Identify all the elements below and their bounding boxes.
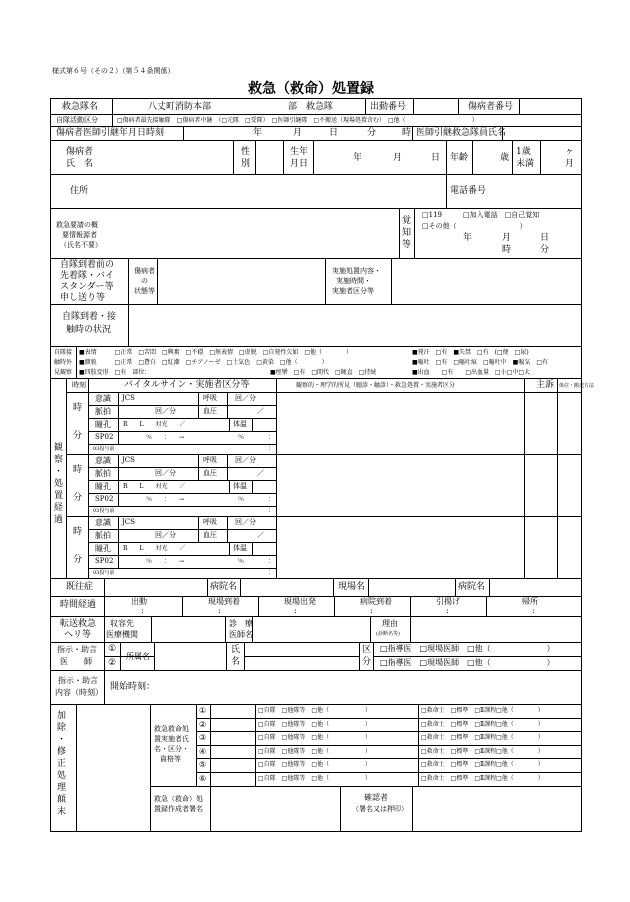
past-history-label: 既往症 [66, 582, 94, 592]
transfer-heli-label: 転送救急 [60, 619, 97, 629]
physician-label-2: 医師名 [229, 630, 253, 639]
handover-day: 日 [329, 128, 339, 138]
spo2-unit: ％ [238, 558, 245, 565]
correction-row-number: ① [199, 706, 207, 715]
vitals-side-char: 察 [54, 455, 64, 465]
advisor-doctor-label-2: 医 師 [60, 657, 92, 666]
vitals-hour-label: 時 [73, 403, 83, 413]
temperature-label: 体温 [233, 420, 247, 428]
advisor-one-marker: ① [108, 644, 117, 654]
form-line [252, 542, 253, 555]
handover-datetime-label: 傷病者医師引継年月日時刻 [56, 128, 165, 138]
timeline-item-label: 現場出発 [284, 597, 316, 606]
timeline-item-separator: : [446, 606, 449, 615]
handover-minute: 分 [367, 128, 377, 138]
o2-label: 03投与前 [93, 508, 115, 514]
external-obs-label-2: 触時外 [54, 359, 73, 366]
respiration-unit: 回／分 [235, 394, 256, 402]
vitals-minute-label: 分 [73, 493, 83, 503]
sex-label-2: 別 [241, 159, 251, 169]
temperature-label: 体温 [233, 544, 247, 552]
activity-category-label: 自隊活動区分 [56, 116, 98, 124]
advisor-category-options-2: □指導医 □現場医師 □他（ ） [380, 658, 555, 667]
correction-row-number: ② [199, 720, 207, 729]
correction-row-team: □自隊 □他隊等 □他（ ） [258, 775, 372, 782]
form-line [196, 772, 582, 773]
vitals-side-char: 観 [54, 443, 64, 453]
respiration-label: 呼吸 [203, 518, 217, 526]
handover-hour: 時 [402, 128, 412, 138]
prior-team-label: 自隊到着前の [60, 260, 115, 270]
spo2-unit: ％ [238, 496, 245, 503]
form-line [227, 516, 228, 542]
record-author-label-2: 置録作成者署名 [154, 805, 203, 813]
consciousness-label: 意識 [95, 518, 111, 527]
correction-side-char: 加 [57, 711, 67, 721]
jcs-label: JCS [122, 394, 135, 402]
obs-sweat-line: ■発汗 □有 ■失禁 □有 (□便 □尿) [412, 349, 529, 356]
pulse-label: 脈拍 [95, 407, 111, 416]
external-obs-label: 自隊接 [54, 349, 73, 356]
months-label: ヶ [565, 147, 575, 157]
advisor-category-label-2: 分 [362, 657, 372, 667]
form-line [88, 480, 276, 481]
vitals-minute-label: 分 [73, 555, 83, 565]
patient-name-label-2: 氏 名 [66, 159, 94, 169]
position-transport-header: 体位・搬送方法 [559, 383, 595, 389]
prior-team-label-4: 申し送り等 [60, 293, 106, 303]
kakuchi-label: 覚 [402, 216, 412, 226]
advisor-two-marker: ② [108, 658, 117, 668]
form-line [88, 506, 276, 507]
correction-row-team: □自隊 □他隊等 □他（ ） [258, 734, 372, 741]
vitals-side-char: ・ [54, 467, 64, 477]
correction-side-char: 顛 [57, 795, 67, 805]
blood-pressure-label: 血圧 [203, 531, 217, 539]
obs-complexion-line: ■顔貌 □正常 □蒼白 □紅潮 □チアノーゼ □土気色 □黄染 □他（ ） [79, 359, 328, 366]
blood-pressure-label: 血圧 [203, 407, 217, 415]
patient-state-label-3: 状態等 [134, 287, 155, 295]
chief-complaint-header: 主訴 [536, 380, 555, 390]
vitals-side-char: 経 [54, 503, 64, 513]
arrival-status-label-2: 触時の状況 [66, 325, 112, 335]
advisor-category-label: 区 [362, 645, 372, 655]
prior-team-label-2: 先着隊・バイ [60, 271, 115, 281]
o2-label: 03投与前 [93, 446, 115, 452]
timeline-item-label: 現場到着 [208, 597, 240, 606]
vitals-side-char: 過 [54, 515, 64, 525]
spo2-label: SP02 [95, 495, 114, 503]
form-line [66, 454, 582, 455]
scene-name-label: 現場名 [338, 582, 366, 592]
advice-content-label-2: 内容（時刻） [55, 688, 103, 697]
timeline-label: 時間経過 [60, 600, 97, 610]
correction-side-char: 除 [57, 723, 67, 733]
kakuchi-other: □その他（ ） [422, 222, 527, 230]
blood-pressure-separator: ／ [257, 407, 264, 415]
form-line [88, 444, 276, 445]
spo2-label: SP02 [95, 557, 114, 565]
obs-vomit-line: ■嘔吐 □有 □嘔吐痕 □嘔吐中 ■嘔気 □有 [412, 359, 549, 366]
correction-side-char: ・ [57, 735, 67, 745]
form-line [252, 480, 253, 493]
destination-label: 収容先 [110, 619, 134, 628]
pulse-label: 脈拍 [95, 469, 111, 478]
pupil-values: R L 対光 ／ [123, 545, 186, 552]
o2-separator: ： [268, 445, 275, 452]
obs-expression-line: ■表情 □正常 □苦悶 □興奮 □不穏 □無表情 □虚脱 □自発性欠如 □他（ ） [79, 349, 353, 356]
document-title: 救急（救命）処置録 [248, 81, 374, 97]
respiration-label: 呼吸 [203, 394, 217, 402]
form-line [88, 529, 276, 530]
form-line [88, 405, 276, 406]
confirmer-label-2: （署名又は押印） [352, 805, 408, 813]
start-time-label: 開始時刻： [110, 682, 156, 692]
kakuchi-day: 日 [540, 233, 550, 243]
implemented-care-label-3: 実施者区分等 [332, 287, 374, 295]
respiration-unit: 回／分 [235, 518, 256, 526]
correction-row-qualification: □救命士 □標準 □Ⅱ課程□他（ ） [421, 734, 544, 741]
implemented-care-label: 実施処置内容・ [332, 267, 381, 275]
spo2-values: ％ ： → [146, 496, 185, 503]
record-author-label: 救急（救命）処 [154, 795, 203, 803]
age-unit: 歳 [500, 153, 510, 163]
request-source-label-3: （氏名不要） [60, 241, 102, 249]
correction-row-qualification: □救命士 □標準 □Ⅱ課程□他（ ） [421, 775, 544, 782]
form-line [196, 758, 582, 759]
correction-row-team: □自隊 □他隊等 □他（ ） [258, 707, 372, 714]
hospital-name-label-2: 病院名 [458, 582, 486, 592]
timeline-item-separator: : [370, 606, 373, 615]
form-line [198, 516, 199, 542]
timeline-item-separator: : [294, 606, 297, 615]
obs-limb-line: ■四肢変形 □有 部位： [79, 369, 151, 376]
spo2-separator: ： [268, 434, 275, 441]
spo2-separator: ： [268, 496, 275, 503]
patient-state-label: 傷病者 [134, 267, 155, 275]
kakuchi-options: □119 □加入電話 □自己覚知 [422, 211, 540, 219]
timeline-item-separator: : [141, 606, 144, 615]
vitals-hour-label: 時 [73, 527, 83, 537]
correction-side-char: 修 [57, 747, 67, 757]
o2-separator: ： [268, 569, 275, 576]
form-line [182, 596, 183, 616]
obs-convulsion-line: ■痙攣 □有 □間代 □硬直 □持続 [270, 369, 377, 376]
kyukyutai-label: 救急隊 [306, 102, 334, 112]
form-line [198, 392, 199, 418]
form-number: 様式第６号（その２）（第５４条関係） [52, 67, 175, 75]
request-source-label-2: 要情報源者 [62, 231, 97, 239]
patient-state-label-2: の [141, 277, 148, 285]
pupil-values: R L 対光 ／ [123, 421, 186, 428]
o2-label: 03投与前 [93, 570, 115, 576]
form-line [198, 454, 199, 480]
form-line [88, 555, 276, 556]
destination-label-2: 医療機関 [106, 630, 138, 639]
dob-day: 日 [431, 153, 441, 163]
jcs-label: JCS [122, 518, 135, 526]
correction-row-qualification: □救命士 □標準 □Ⅱ課程□他（ ） [421, 707, 544, 714]
form-line [66, 516, 582, 517]
timeline-item-separator: : [218, 606, 221, 615]
vitals-side-char: 置 [54, 491, 64, 501]
correction-side-char: 処 [57, 771, 67, 781]
form-line [227, 454, 228, 480]
kakuchi-month: 月 [502, 233, 512, 243]
form-line [88, 418, 276, 419]
pulse-label: 脈拍 [95, 531, 111, 540]
correction-side-char: 末 [57, 807, 67, 817]
spo2-values: ％ ： → [146, 558, 185, 565]
correction-row-qualification: □救命士 □標準 □Ⅱ課程□他（ ） [421, 761, 544, 768]
form-line [229, 418, 230, 431]
timeline-item-label: 出動 [131, 597, 147, 606]
correction-side-char: 理 [57, 783, 67, 793]
kakuchi-hour: 時 [502, 245, 512, 255]
pupil-values: R L 対光 ／ [123, 483, 186, 490]
kakuchi-minute: 分 [540, 245, 550, 255]
spo2-separator: ： [268, 558, 275, 565]
address-label: 住所 [70, 186, 89, 196]
form-line [196, 731, 582, 732]
timeline-item-label: 帰所 [522, 597, 538, 606]
correction-row-number: ③ [199, 733, 207, 742]
timeline-item-label: 引揚げ [436, 597, 460, 606]
form-line [258, 596, 259, 616]
advisor-doctor-label: 指示・助言 [57, 645, 97, 654]
kakuchi-label-3: 等 [402, 240, 412, 250]
pulse-unit: 回／分 [155, 469, 176, 477]
correction-row-team: □自隊 □他隊等 □他（ ） [258, 748, 372, 755]
advisor-name-label: 氏 [231, 645, 241, 655]
timeline-item-separator: : [532, 606, 535, 615]
team-name-value: 八丈町消防本部 [148, 102, 212, 112]
transfer-heli-label-2: ヘリ等 [64, 630, 92, 640]
correction-side-char: 正 [57, 759, 67, 769]
handover-month: 月 [293, 128, 303, 138]
under-one-label: 1歳 [516, 147, 531, 157]
form-line [196, 718, 582, 719]
form-line [486, 596, 487, 616]
form-line [118, 516, 119, 568]
arrival-status-label: 自隊到着・接 [62, 312, 117, 322]
time-header: 時刻 [72, 381, 86, 389]
form-line [66, 578, 582, 579]
patient-name-label: 傷病者 [66, 147, 94, 157]
dob-label: 生年 [290, 147, 309, 157]
form-line [227, 392, 228, 418]
dob-month: 月 [393, 153, 403, 163]
form-line [229, 480, 230, 493]
affiliation-label: 所属名 [126, 652, 150, 661]
jcs-label: JCS [122, 456, 135, 464]
prior-team-label-3: スタンダー等 [60, 282, 114, 292]
respiration-unit: 回／分 [235, 456, 256, 464]
hospital-name-label: 病院名 [210, 582, 238, 592]
correction-row-number: ④ [199, 747, 207, 756]
reason-label-2: (診断名等) [376, 631, 400, 637]
confirmer-label: 確認者 [364, 793, 388, 802]
form-line [88, 493, 276, 494]
consciousness-label: 意識 [95, 456, 111, 465]
form-line [196, 745, 582, 746]
consciousness-label: 意識 [95, 394, 111, 403]
form-line [410, 596, 411, 616]
emt-label-2: 置実施者氏 [154, 735, 189, 743]
emt-label: 救急救命処 [154, 725, 189, 733]
form-line [88, 542, 276, 543]
spo2-unit: ％ [238, 434, 245, 441]
emt-label-4: 資格等 [160, 755, 181, 763]
correction-row-number: ⑤ [199, 760, 207, 769]
under-one-label-2: 未満 [516, 159, 535, 169]
correction-row-team: □自隊 □他隊等 □他（ ） [258, 761, 372, 768]
phone-label: 電話番号 [450, 186, 487, 196]
kakuchi-label-2: 知 [402, 228, 412, 238]
o2-separator: ： [268, 507, 275, 514]
team-name-label: 救急隊名 [62, 102, 99, 112]
vitals-minute-label: 分 [73, 431, 83, 441]
vital-signs-header: バイタルサイン・実施者区分等 [124, 380, 250, 390]
handover-paramedic-label: 医師引継救急隊員氏名 [416, 128, 507, 138]
activity-category-options: □傷病者最先接触隊 □傷病者中継 （□元隊 □受隊） □医師引継隊 □不搬送（現場処置含む） □他（ ） [117, 117, 478, 124]
form-line [252, 418, 253, 431]
dob-year: 年 [353, 153, 363, 163]
correction-row-number: ⑥ [199, 774, 207, 783]
form-line [118, 454, 119, 506]
blood-pressure-label: 血圧 [203, 469, 217, 477]
vitals-hour-label: 時 [73, 465, 83, 475]
spo2-values: ％ ： → [146, 434, 185, 441]
form-line [88, 467, 276, 468]
timeline-item-label: 病院到着 [360, 597, 392, 606]
handover-year: 年 [253, 128, 263, 138]
request-source-label: 救急要請の概 [56, 221, 98, 229]
obs-bleeding-line: ■出血 □有 □出血量 □小□中□大 [412, 369, 531, 376]
form-line [334, 596, 335, 616]
advisor-category-options-1: □指導医 □現場医師 □他（ ） [380, 644, 555, 653]
correction-row-qualification: □救命士 □標準 □Ⅱ課程□他（ ） [421, 721, 544, 728]
age-label: 年齢 [450, 153, 469, 163]
pupil-label: 瞳孔 [95, 482, 111, 491]
months-label-2: 月 [565, 159, 575, 169]
findings-header: 観察的・理学的所見（聴診・触診）・救急処置・実施者区分 [296, 382, 456, 389]
bu-label: 部 [288, 102, 298, 112]
implemented-care-label-2: 実施時間・ [336, 277, 371, 285]
external-obs-label-3: 見観察 [54, 369, 73, 376]
pupil-label: 瞳孔 [95, 544, 111, 553]
blood-pressure-separator: ／ [257, 469, 264, 477]
advisor-name-label-2: 名 [231, 657, 241, 667]
blood-pressure-separator: ／ [257, 531, 264, 539]
patient-number-label: 傷病者番号 [468, 102, 514, 112]
temperature-label: 体温 [233, 482, 247, 490]
vitals-side-char: 処 [54, 479, 64, 489]
dispatch-number-label: 出動番号 [370, 102, 407, 112]
pulse-unit: 回／分 [155, 531, 176, 539]
pulse-unit: 回／分 [155, 407, 176, 415]
dob-label-2: 月日 [290, 159, 309, 169]
emt-label-3: 名・区分・ [154, 745, 189, 753]
reason-label: 理由 [382, 619, 398, 628]
correction-row-team: □自隊 □他隊等 □他（ ） [258, 721, 372, 728]
pupil-label: 瞳孔 [95, 420, 111, 429]
form-line [229, 542, 230, 555]
physician-label: 診 療 [229, 619, 253, 628]
form-line [88, 431, 276, 432]
respiration-label: 呼吸 [203, 456, 217, 464]
correction-row-qualification: □救命士 □標準 □Ⅱ課程□他（ ） [421, 748, 544, 755]
sex-label: 性 [241, 147, 251, 157]
kakuchi-year: 年 [463, 233, 473, 243]
advice-content-label: 指示・助言 [58, 676, 98, 685]
form-line [88, 568, 276, 569]
form-line [118, 392, 119, 444]
spo2-label: SP02 [95, 433, 114, 441]
